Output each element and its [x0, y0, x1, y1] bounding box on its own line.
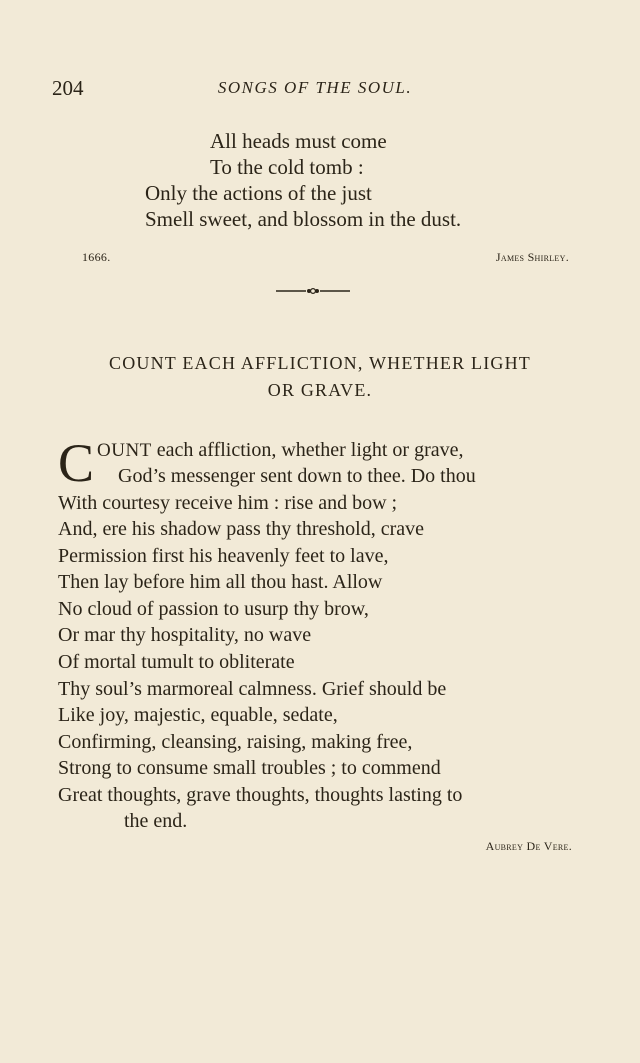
- poem-line-11: Like joy, majestic, equable, sedate,: [58, 704, 338, 726]
- divider-ornament: [276, 284, 350, 298]
- drop-cap: C: [58, 433, 95, 493]
- poem-line-3: With courtesy receive him : rise and bow ;: [58, 492, 398, 514]
- poem-author: Aubrey De Vere.: [485, 839, 572, 853]
- poem-line-10: Thy soul’s marmoreal calmness. Grief should be: [58, 678, 447, 700]
- poem-line-15: the end.: [124, 810, 188, 832]
- poem-line-14: Great thoughts, grave thoughts, thoughts lasting to: [58, 784, 463, 806]
- previous-poem-line-2: To the cold tomb :: [210, 155, 364, 179]
- previous-poem-line-3: Only the actions of the just: [145, 181, 372, 205]
- first-line-rest: each affliction, whether light or grave,: [156, 439, 464, 461]
- poem-line-9: Of mortal tumult to obliterate: [58, 651, 295, 673]
- poem-line-7: No cloud of passion to usurp thy brow,: [58, 598, 369, 620]
- running-title: SONGS OF THE SOUL.: [217, 78, 413, 97]
- previous-poem-line-1: All heads must come: [210, 129, 387, 153]
- poem-line-2: God’s messenger sent down to thee. Do thou: [118, 465, 476, 487]
- previous-poem-author: James Shirley.: [495, 250, 569, 264]
- poem-line-4: And, ere his shadow pass thy threshold, crave: [58, 518, 425, 540]
- poem-title-line-1: COUNT EACH AFFLICTION, WHETHER LIGHT: [108, 353, 532, 373]
- previous-poem-date: 1666.: [82, 250, 111, 264]
- poem-title-line-2: OR GRAVE.: [267, 380, 373, 400]
- poem-line-6: Then lay before him all thou hast. Allow: [58, 571, 383, 593]
- poem-line-8: Or mar thy hospitality, no wave: [58, 624, 312, 646]
- poem-line-1: [97, 437, 464, 464]
- previous-poem-line-4: Smell sweet, and blossom in the dust.: [145, 207, 462, 231]
- first-word: OUNT: [97, 440, 152, 461]
- page-number: 204: [52, 76, 84, 100]
- poem-line-12: Confirming, cleansing, raising, making free,: [58, 731, 413, 753]
- poem-line-5: Permission first his heavenly feet to lave,: [58, 545, 389, 567]
- poem-line-13: Strong to consume small troubles ; to commend: [58, 757, 441, 779]
